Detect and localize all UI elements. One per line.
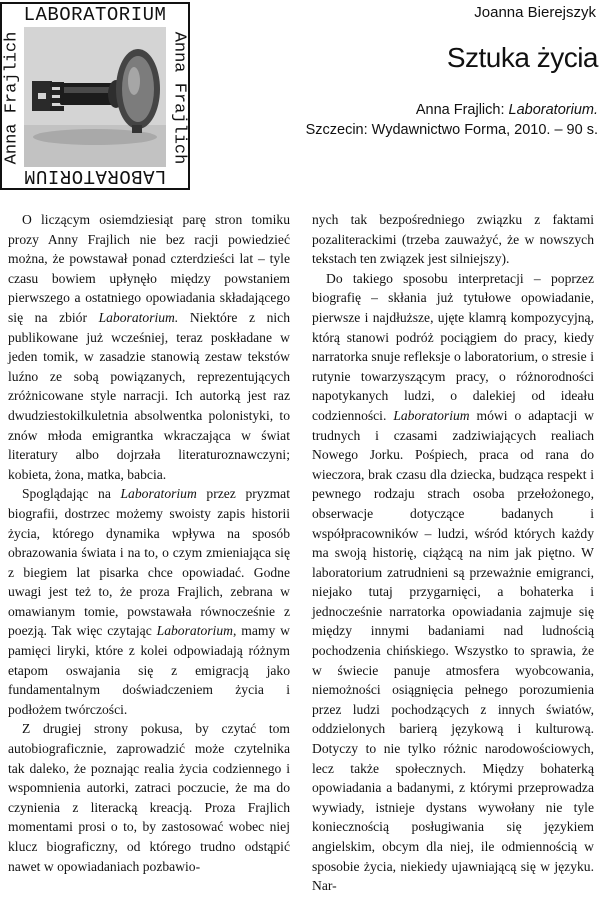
- text-run: Niektóre z nich publikowane już wcześniej, teraz poskładane w jeden tomik, w zasadzie stanowią zestaw tekstów luźno ze sobą powiązanych, reprezentujących zróżnicowane style narracji. Ich autorką jest raz dwudziestokilkuletnia absolwentka polonistyki, to znów młoda emigrantka wkraczająca w świat literatury albo dojrzała literaturoznawczyni; kobieta, żona, matka, babcia.: [8, 309, 290, 482]
- text-run: przez pryzmat biografii, dostrzec możemy swoisty zapis historii życia, którego dynamika wpływa na sposób obrazowania świata i na to, o czym zmieniająca się z biegiem lat pisarka chce opowiadać. Godne uwagi jest też to, że proza Frajlich, zebrana w omawianym tomie, powstawała równocześnie z poezją. Tak więc czytając: [8, 486, 290, 639]
- text-run: Do takiego sposobu interpretacji – poprzez biografię – skłania już tytułowe opowiadanie, pierwsze i najdłuższe, ujęte klamrą kompozycyjną, którą stanowi podróż pociągiem do pracy, kiedy narratorka snuje refleksje o laboratorium, o stresie i rutynie towarzyszącym pracy, o różnorodności napotykanych ludzi, o dalekiej od ideału codzienności.: [312, 270, 594, 423]
- cover-author-left: [2, 28, 22, 168]
- paragraph-continued: nych tak bezpośredniego związku z faktami pozaliterackimi (trzeba zauważyć, że w nowszych tekstach ten związek jest silniejszy).: [312, 212, 594, 267]
- text-column-right: [312, 210, 594, 896]
- text-emphasis: Laboratorium: [393, 407, 470, 423]
- paragraph: [312, 269, 594, 896]
- text-column-left: [8, 210, 290, 876]
- biblio-book-title: Laboratorium.: [508, 102, 598, 118]
- cover-author-right-text: Anna Frajlich: [169, 31, 188, 165]
- paragraph: [8, 484, 290, 719]
- text-run: , mamy w pamięci liryki, które z kolei odpowiadają różnym etapom oswajania się z emigracją jako fundamentalnym doświadczeniem życia i podłożem twórczości.: [8, 623, 290, 717]
- text-emphasis: Laboratorium.: [98, 309, 179, 325]
- cover-author-right: [168, 28, 188, 168]
- biblio-author: Anna Frajlich:: [415, 102, 509, 118]
- key-lens-illustration: [24, 27, 166, 167]
- biblio-line-2: Szczecin: Wydawnictwo Forma, 2010. – 90 s.: [305, 122, 598, 138]
- review-author: Joanna Bierejszyk: [474, 4, 596, 21]
- text-emphasis: Laboratorium: [156, 623, 233, 639]
- biblio-line-1: [306, 100, 598, 120]
- text-run: Spoglądając na: [22, 486, 121, 502]
- bibliographic-note: [306, 100, 598, 140]
- text-emphasis: Laboratorium: [120, 486, 197, 502]
- text-run: O liczącym osiemdziesiąt parę stron tomiku prozy Anny Frajlich nie bez racji powiedzieć można, że powstawał ponad czterdzieści lat – tyle czasu bowiem upłynęło między powstaniem pierwszego a ostatniego opowiadania składającego się na zbiór: [8, 212, 290, 325]
- cover-author-left-text: Anna Frajlich: [2, 31, 21, 165]
- paragraph: Z drugiej strony pokusa, by czytać tom autobiograficznie, zaprowadzić może czytelnika tak daleko, że poznając realia życia codziennego i wspomnienia autorki, zatraci poczucie, że ma do czynienia z literacką kreacją. Proza Frajlich momentami prosi o to, by zastosować wobec niej klucz biograficzny, od którego trudno odstąpić nawet w opowiadaniach pozbawio-: [8, 721, 290, 874]
- cover-title-top: LABORATORIUM: [23, 4, 167, 26]
- paragraph: [8, 210, 290, 484]
- cover-title-bottom: LABORATORIUM: [23, 165, 167, 187]
- review-title: Sztuka życia: [446, 42, 598, 73]
- book-cover: [0, 2, 190, 190]
- text-run: mówi o adaptacji w trudnych i czasami zadziwiających realiach Nowego Jorku. Pośpiech, praca od rana do wieczora, brak czasu dla dziecka, budząca respekt i pewnego rodzaju strach osoba przełożonego, obserwacje dotyczące badanych i współpracowników – ludzi, wśród których każdy ma swoją historię, ciążącą na nim jak piętno. W laboratorium zatrudnieni są przeważnie emigranci, niejako tutaj przygarnięci, a bohaterka i jednocześnie narratorka opowiadania zajmuje się między innymi badaniami nad ludnością pochodzenia chińskiego. Wszystko to sprawia, że w świecie panuje atmosfera wyobcowania, niemożności osiągnięcia pełnego porozumienia przez ludzi pochodzących z innych światów, oddzielonych barierą językową i kulturową. Dotyczy to nie tylko różnic narodowościowych, lecz także społecznych. Między bohaterką opowiadania a badanymi, z którymi przeprowadza wywiady, istnieje dystans wywołany nie tyle koniecznością posługiwania się językiem angielskim, obcym dla niej, ile odmiennością w sposobie życia, niekiedy ujawniającą się w języku. Nar-: [312, 407, 595, 894]
- cover-illustration: [24, 27, 166, 167]
